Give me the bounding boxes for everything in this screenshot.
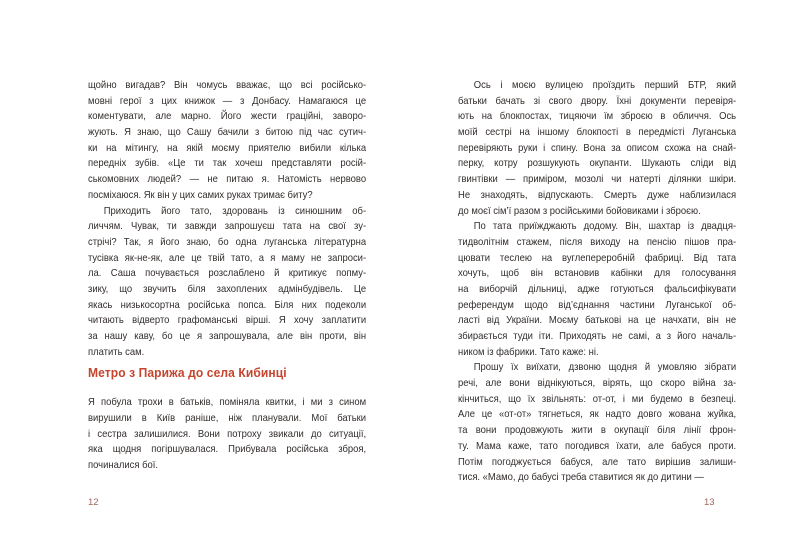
text-line: ки на мітингу, на якій моєму приятелю вибили кілька — [88, 142, 367, 154]
text-line: речі, але вони віднікуються, вірять, що скоро війна за- — [458, 378, 737, 390]
text-line: тися. «Мамо, до бабусі треба ставитися як до дитини — — [458, 472, 704, 484]
text-line: за нашу каву, бо це я запрошувала, але він проти, він — [88, 331, 367, 342]
text-line: якась низькосортна російська попса. Біля них подеколи — [88, 299, 367, 311]
text-line: і сестра залишилися. Вони потроху звикали до ситуації, — [88, 428, 367, 440]
text-line: читають відверто графоманські вірші. Я хочу заплатити — [88, 315, 367, 327]
text-line: мовні герої з цих книжок — з Донбасу. Намагаюся це — [88, 95, 367, 107]
text-line: референдум щодо від’єднання частини Луганської об- — [458, 299, 737, 311]
text-line: стрічі? Так, я його знаю, бо одна луганська літературна — [88, 236, 367, 248]
text-line: та вони продовжують жити в окупації біля лінії фрон- — [458, 425, 737, 437]
text-line: ником із фабрики. Тато каже: ні. — [458, 346, 599, 358]
text-line: Але це «от-от» тягнеться, як надто довго жована жуйка, — [458, 409, 737, 421]
text-line: Ось і моєю вулицею проїздить перший БТР, який — [473, 80, 737, 91]
text-line: моїй сестрі на іншому блокпості в передмісті Луганська — [458, 127, 737, 139]
text-line: перку, котру розшукують окупанти. Шукають сліди від — [458, 158, 737, 170]
text-line: тидволітнім стажем, після виходу на пенсію пішов пра- — [458, 236, 737, 248]
left-page-text — [88, 78, 366, 474]
section-heading: Метро з Парижа до села Кибинці — [88, 365, 287, 381]
text-line: тусівка як-не-як, але це твій тато, а я маму не запроси- — [88, 252, 367, 264]
page-number-left: 12 — [88, 497, 99, 508]
text-line: ту. Мама каже, тато погодився їхати, але бабуся проти. — [458, 440, 737, 452]
text-line: яка щодня погіршувалася. Прибувала російська зброя, — [88, 444, 367, 456]
text-line: перевіряють руки і спину. Вона за описом схожа на снай- — [458, 142, 737, 154]
text-line: ласті від України. Моєму батькові на це начхати, він не — [458, 315, 737, 327]
text-line: збирається туди іти. Приходять не самі, а з його началь- — [458, 331, 737, 342]
text-line: батьки бачать зі свого двору. Їхні документи перевіря- — [458, 95, 737, 107]
text-line: платить сам. — [88, 346, 145, 358]
text-line: до моєї сім’ї разом з російськими бойовиками і зброєю. — [458, 205, 701, 217]
text-line: починалися бої. — [88, 460, 158, 472]
text-line: личчям. Чувак, ти завжди запрошуєш тата на свої зу- — [88, 221, 367, 233]
right-page-text — [458, 78, 736, 486]
text-line: гвинтівки — приміром, мозолі чи натерті ділянки шкіри. — [458, 174, 737, 186]
text-line: кінчиться, що їх звільнять: от-от, і ми будемо в безпеці. — [458, 393, 737, 405]
text-line: на виборчій дільниці, адже готуються фальсифікувати — [458, 283, 737, 295]
text-line: коментувати, але марно. Його жести граційні, заворо- — [88, 111, 367, 123]
text-line: щойно вигадав? Він чомусь вважає, що всі російсько- — [88, 80, 367, 91]
text-line: зику, що звучить біля захоплених адмінбудівель. Це — [88, 283, 367, 295]
text-line: вирушили в Київ раніше, ніж планували. Мої батьки — [88, 413, 367, 425]
text-line: Не знаходять, відпускають. Смерть дуже наблизилася — [458, 189, 737, 201]
text-line: цювати теслею на вуглепереробній фабриці. Від тата — [458, 252, 737, 264]
text-line: Прошу їх виїхати, дзвоню щодня й умовляю зібрати — [473, 362, 737, 374]
text-line: посміхаюся. Як він у цих самих руках тримає биту? — [88, 189, 313, 201]
text-line: Приходить його тато, здоровань із синюшним об- — [103, 205, 367, 217]
text-line: хочуть, щоб він встановив кабінки для голосування — [458, 268, 737, 280]
text-line: передніх зубів. «Це ти так хочеш представляти росій- — [88, 158, 367, 170]
text-line: Я побула трохи в батьків, поміняла квитки, і ми з сином — [88, 397, 367, 409]
text-line: По тата приїжджають додому. Він, шахтар із двадця- — [473, 221, 737, 233]
text-line: жують. Я знаю, що Сашу бачили з битою під час сутич- — [88, 127, 367, 139]
text-line: ла. Саша почувається розслаблено й критикує попму- — [88, 268, 367, 280]
text-line: ськомовних людей? — не питаю я. Натомість нервово — [88, 174, 367, 186]
page-number-right: 13 — [704, 497, 715, 508]
text-line: Потім погоджується бабуся, але тато вирішив залиши- — [458, 456, 737, 468]
text-line: ють на блокпостах, тицяючи їм зброєю в обличчя. Ось — [458, 111, 737, 123]
